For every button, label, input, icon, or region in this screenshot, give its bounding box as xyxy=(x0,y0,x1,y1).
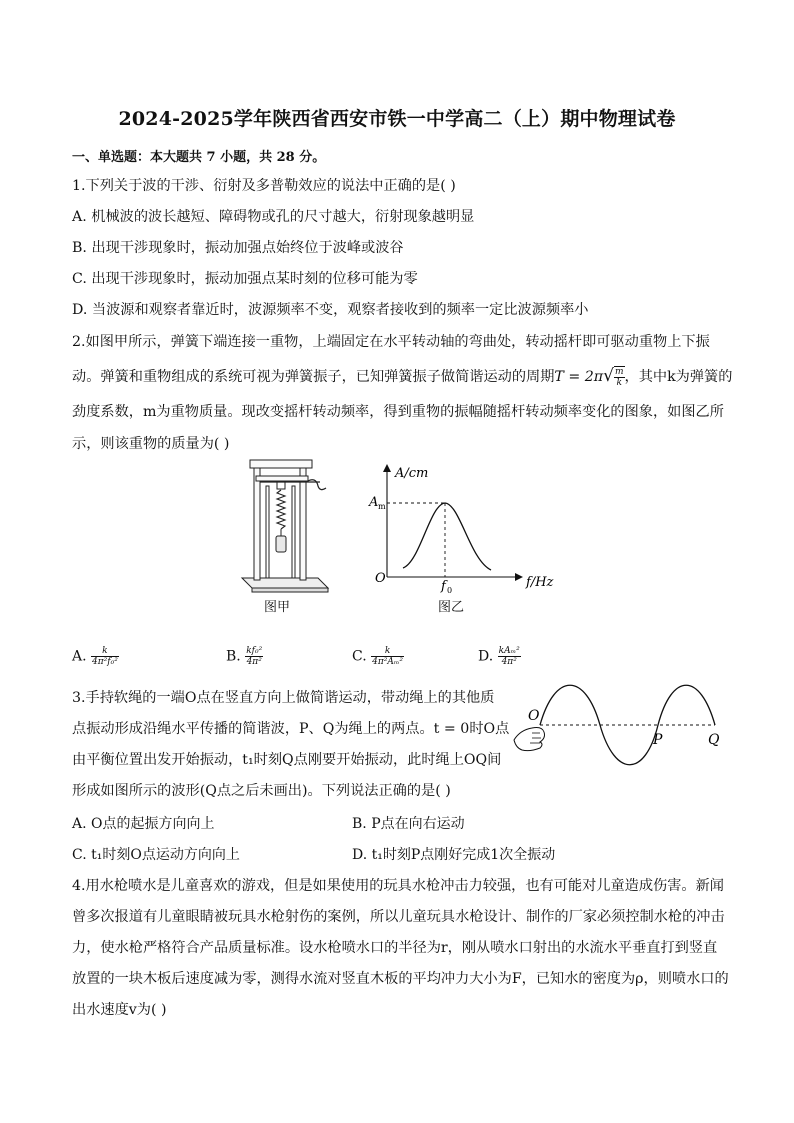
figure-apparatus-caption: 图甲 xyxy=(264,600,291,615)
q1-stem: 1.下列关于波的干涉、衍射及多普勒效应的说法中正确的是( ) xyxy=(72,178,456,194)
option-num: kf₀² xyxy=(246,646,263,656)
q4-line-2: 曾多次报道有儿童眼睛被玩具水枪射伤的案例，所以儿童玩具水枪设计、制作的厂家必须控制水枪的冲击 xyxy=(72,909,725,925)
graph-y-label: A/cm xyxy=(395,466,429,481)
figure-graph-caption: 图乙 xyxy=(438,600,465,615)
graph-origin: O xyxy=(375,571,386,586)
option-den: 4π² xyxy=(501,657,517,667)
figure-wave xyxy=(510,680,730,770)
graph-peak-amplitude-sub: m xyxy=(378,502,386,511)
period-formula-den: k xyxy=(616,378,622,388)
q3-option-d: D. t₁时刻P点刚好完成1次全振动 xyxy=(352,847,556,863)
option-fraction xyxy=(371,646,404,667)
option-fraction xyxy=(498,646,521,667)
q3-option-a: A. O点的起振方向向上 xyxy=(72,816,215,832)
page-title: 2024-2025学年陕西省西安市铁一中学高二（上）期中物理试卷 xyxy=(118,108,676,130)
option-num: k xyxy=(371,646,404,657)
sqrt-sign: √ xyxy=(603,366,614,386)
q3-line-1: 3.手持软绳的一端O点在竖直方向上做简谐运动，带动绳上的其他质 xyxy=(72,690,495,706)
wave-point-p: P xyxy=(653,732,663,748)
q2-option-d xyxy=(478,646,521,667)
figure-resonance-graph xyxy=(365,460,555,595)
q2-line-1: 2.如图甲所示，弹簧下端连接一重物，上端固定在水平转动轴的弯曲处，转动摇杆即可驱动重物上下振 xyxy=(72,334,710,350)
q3-line-4: 形成如图所示的波形(Q点之后未画出)。下列说法正确的是( ) xyxy=(72,783,451,799)
wave-point-o: O xyxy=(528,708,540,724)
q2-line-2-tail: ，其中k为弹簧的 xyxy=(624,369,733,385)
option-den: 4π² xyxy=(246,657,262,667)
q4-line-4: 放置的一块木板后速度减为零，测得水流对竖直木板的平均冲力大小为F，已知水的密度为ρ，则喷水口的 xyxy=(72,971,729,987)
q2-line-2 xyxy=(72,366,732,388)
q2-option-b xyxy=(226,646,263,667)
q2-option-a xyxy=(72,646,119,667)
q1-option-c: C. 出现干涉现象时，振动加强点某时刻的位移可能为零 xyxy=(72,271,418,287)
q2-line-3: 劲度系数，m为重物质量。现改变摇杆转动频率，得到重物的振幅随摇杆转动频率变化的图象，如图乙所 xyxy=(72,404,724,420)
option-letter: B. xyxy=(226,648,241,665)
option-den: 4π²f₀² xyxy=(92,657,118,667)
option-letter: A. xyxy=(72,648,87,665)
option-fraction xyxy=(91,646,119,667)
option-fraction xyxy=(245,646,263,667)
q4-line-5: 出水速度v为( ) xyxy=(72,1002,167,1018)
option-letter: D. xyxy=(478,648,494,665)
option-letter: C. xyxy=(352,648,367,665)
figure-apparatus xyxy=(232,456,332,596)
q2-option-c xyxy=(352,646,404,667)
q1-option-a: A. 机械波的波长越短、障碍物或孔的尺寸越大，衍射现象越明显 xyxy=(72,209,475,225)
q2-line-2-text: 动。弹簧和重物组成的系统可视为弹簧振子，已知弹簧振子做简谐运动的周期 xyxy=(72,369,555,385)
q1-option-b: B. 出现干涉现象时，振动加强点始终位于波峰或波谷 xyxy=(72,240,404,256)
graph-peak-amplitude: A xyxy=(369,495,379,510)
q3-option-c: C. t₁时刻O点运动方向向上 xyxy=(72,847,240,863)
option-num: k xyxy=(91,646,119,657)
q1-option-d: D. 当波源和观察者靠近时，波源频率不变，观察者接收到的频率一定比波源频率小 xyxy=(72,302,589,318)
q3-option-b: B. P点在向右运动 xyxy=(352,816,465,832)
period-formula-fraction xyxy=(614,366,625,388)
option-den: 4π²Aₘ² xyxy=(372,657,404,667)
graph-resonant-frequency: f xyxy=(441,579,446,594)
q4-line-3: 力，使水枪严格符合产品质量标准。设水枪喷水口的半径为r，刚从喷水口射出的水流水平垂直打到竖直 xyxy=(72,940,718,956)
q4-line-1: 4.用水枪喷水是儿童喜欢的游戏，但是如果使用的玩具水枪冲击力较强，也有可能对儿童造成伤害。新闻 xyxy=(72,878,724,894)
period-formula-num: m xyxy=(614,367,624,377)
graph-x-label: f/Hz xyxy=(526,575,554,590)
q3-line-2: 点振动形成沿绳水平传播的简谐波，P、Q为绳上的两点。t = 0时O点 xyxy=(72,721,510,737)
q2-line-4: 示，则该重物的质量为( ) xyxy=(72,436,230,452)
period-formula-lhs: T = 2π xyxy=(554,369,604,385)
section-heading: 一、单选题：本大题共 7 小题，共 28 分。 xyxy=(72,150,326,165)
graph-resonant-frequency-sub: 0 xyxy=(447,586,453,595)
option-num: kAₘ² xyxy=(498,646,520,656)
wave-point-q: Q xyxy=(708,732,720,748)
q3-line-3: 由平衡位置出发开始振动，t₁时刻Q点刚要开始振动，此时绳上OQ间 xyxy=(72,752,502,768)
